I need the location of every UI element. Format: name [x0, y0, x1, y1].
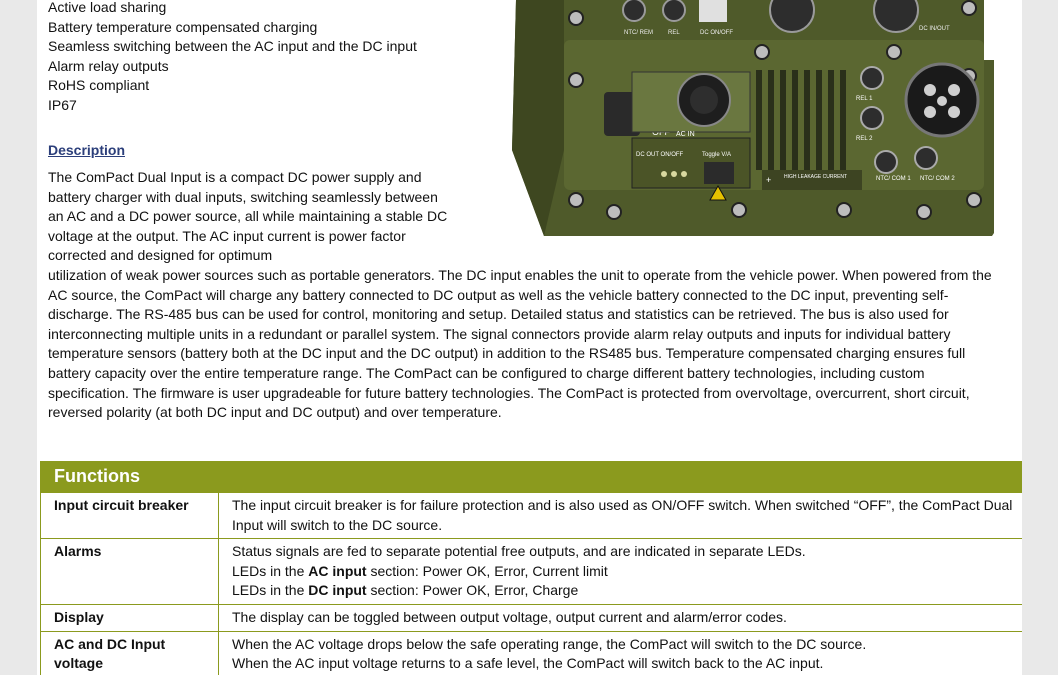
- function-description: [219, 604, 1023, 631]
- function-text: The display can be toggled between output voltage, output current and alarm/error codes.: [232, 608, 787, 625]
- feature-item: Alarm relay outputs: [48, 57, 169, 74]
- ntc-rem-label: NTC/ REM: [624, 30, 653, 36]
- functions-section: [40, 461, 1022, 675]
- document-page: [37, 0, 1022, 675]
- function-name: Display: [41, 604, 219, 631]
- function-description: [219, 631, 1023, 675]
- product-illustration: [504, 0, 994, 236]
- description-paragraph-start: The ComPact Dual Input is a compact DC power supply and battery charger with dual inputs, switching seamlessly between an AC and a DC power source, all while maintaining a stable DC voltage at the output. The AC input current is power factor corrected and designed for optimum: [48, 169, 448, 264]
- ac-in-label: AC IN: [676, 131, 695, 138]
- feature-item: RoHS compliant: [48, 77, 150, 94]
- functions-title: Functions: [40, 461, 1022, 492]
- rel-label: REL: [668, 30, 680, 36]
- table-row: [41, 631, 1023, 675]
- ntc-com2-label: NTC/ COM 2: [920, 176, 955, 182]
- table-row: [41, 493, 1023, 539]
- function-text: When the AC voltage drops below the safe operating range, the ComPact will switch to the DC source.: [232, 635, 867, 652]
- ntc-com1-label: NTC/ COM 1: [876, 176, 911, 182]
- function-text: Status signals are fed to separate potential free outputs, and are indicated in separate LEDs.: [232, 543, 806, 560]
- led-line-ac: LEDs in the AC input section: Power OK, Error, Current limit: [232, 562, 608, 579]
- table-row: [41, 604, 1023, 631]
- dc-onoff-label: DC ON/OFF: [700, 30, 733, 36]
- feature-item: IP67: [48, 96, 77, 113]
- led-line-dc: LEDs in the DC input section: Power OK, Error, Charge: [232, 582, 579, 599]
- function-name: Input circuit breaker: [41, 493, 219, 539]
- toggle-label: Toggle V/A: [702, 152, 732, 158]
- feature-item: Battery temperature compensated charging: [48, 18, 318, 35]
- function-description: [219, 493, 1023, 539]
- function-description: [219, 539, 1023, 605]
- feature-item: Seamless switching between the AC input and the DC input: [48, 38, 417, 55]
- table-row: [41, 539, 1023, 605]
- description-heading: Description: [48, 142, 126, 158]
- feature-item: Active load sharing: [48, 0, 167, 15]
- function-text: The input circuit breaker is for failure protection and is also used as ON/OFF switch. When switched “OFF”, the ComPact Dual Input will switch to the DC source.: [232, 497, 1013, 533]
- status-leds: [661, 171, 687, 177]
- leakage-warning-label: HIGH LEAKAGE CURRENT: [784, 174, 848, 180]
- feature-list: [48, 0, 417, 116]
- plus-label: +: [766, 175, 772, 185]
- function-name: Alarms: [41, 539, 219, 605]
- dc-out-onoff-label: DC OUT ON/OFF: [636, 152, 684, 158]
- rel1-label: REL 1: [856, 96, 873, 102]
- functions-table: [40, 492, 1022, 675]
- dc-in-out-label: DC IN/OUT: [919, 26, 950, 32]
- function-name: AC and DC Input voltage: [41, 631, 219, 675]
- rel2-label: REL 2: [856, 136, 873, 142]
- description-paragraph-rest: utilization of weak power sources such as portable generators. The DC input enables the unit to operate from the vehicle power. When powered from the AC source, the ComPact will charge any battery connected to DC output as well as the vehicle battery connected to the DC input, preventing self-discharge. The RS-485 bus can be used for control, monitoring and setup. Detailed status and statistics can be retrieved. The bus is also used for interconnecting multiple units in a redundant or parallel system. The signal connectors provide alarm relay outputs and inputs for individual battery temperature sensors (battery both at the DC input and the DC output) in addition to the RS485 bus. Temperature compensated charging ensures full battery capacity over the entire temperature range. The ComPact can be configured to charge different battery technologies, including custom specification. The firmware is user upgradeable for future battery technologies. The ComPact is protected from overvoltage, overcurrent, short circuit, reversed polarity (at both DC input and DC output) and over temperature.: [48, 267, 992, 421]
- function-text: When the AC input voltage returns to a safe level, the ComPact will switch back to the AC input.: [232, 655, 824, 672]
